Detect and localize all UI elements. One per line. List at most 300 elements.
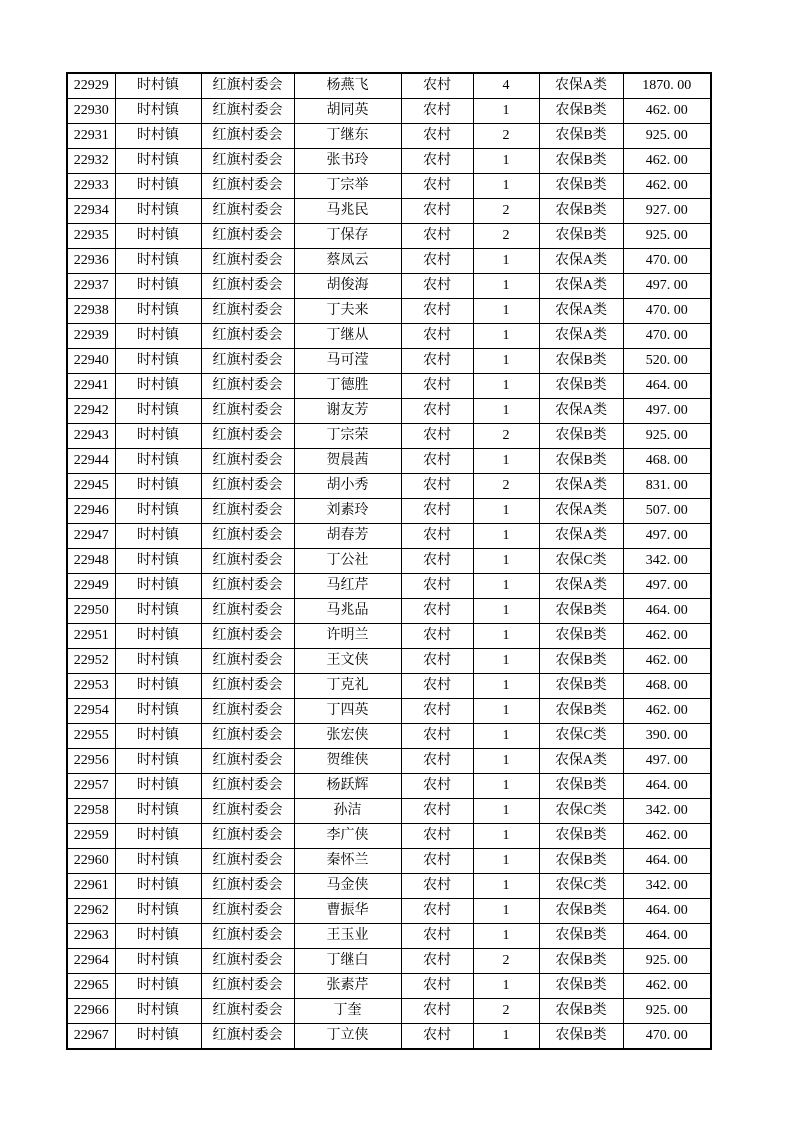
cell-person-count: 2: [473, 424, 539, 449]
cell-town: 时村镇: [115, 624, 201, 649]
cell-person-count: 1: [473, 274, 539, 299]
cell-insurance-category: 农保B类: [539, 949, 623, 974]
cell-household-type: 农村: [401, 599, 473, 624]
cell-person-name: 丁宗举: [294, 174, 401, 199]
cell-town: 时村镇: [115, 824, 201, 849]
cell-village-committee: 红旗村委会: [201, 674, 294, 699]
cell-town: 时村镇: [115, 99, 201, 124]
cell-household-type: 农村: [401, 874, 473, 899]
table-row: [67, 424, 711, 449]
cell-amount: 464. 00: [623, 599, 711, 624]
cell-person-count: 2: [473, 474, 539, 499]
cell-seq-number: 22933: [67, 174, 115, 199]
cell-amount: 462. 00: [623, 649, 711, 674]
cell-insurance-category: 农保A类: [539, 274, 623, 299]
cell-person-name: 丁立侠: [294, 1024, 401, 1050]
cell-person-name: 杨燕飞: [294, 73, 401, 99]
cell-person-name: 张书玲: [294, 149, 401, 174]
cell-household-type: 农村: [401, 849, 473, 874]
cell-seq-number: 22947: [67, 524, 115, 549]
cell-village-committee: 红旗村委会: [201, 149, 294, 174]
cell-household-type: 农村: [401, 424, 473, 449]
cell-amount: 342. 00: [623, 799, 711, 824]
cell-person-name: 丁继白: [294, 949, 401, 974]
cell-insurance-category: 农保B类: [539, 699, 623, 724]
cell-person-name: 孙洁: [294, 799, 401, 824]
cell-village-committee: 红旗村委会: [201, 1024, 294, 1050]
cell-seq-number: 22966: [67, 999, 115, 1024]
cell-village-committee: 红旗村委会: [201, 299, 294, 324]
cell-insurance-category: 农保A类: [539, 474, 623, 499]
cell-village-committee: 红旗村委会: [201, 374, 294, 399]
table-row: [67, 549, 711, 574]
cell-town: 时村镇: [115, 649, 201, 674]
cell-person-count: 1: [473, 749, 539, 774]
cell-town: 时村镇: [115, 499, 201, 524]
cell-amount: 462. 00: [623, 624, 711, 649]
cell-person-name: 胡小秀: [294, 474, 401, 499]
cell-person-count: 1: [473, 899, 539, 924]
cell-person-count: 1: [473, 924, 539, 949]
cell-amount: 462. 00: [623, 824, 711, 849]
cell-village-committee: 红旗村委会: [201, 399, 294, 424]
cell-town: 时村镇: [115, 774, 201, 799]
cell-insurance-category: 农保A类: [539, 299, 623, 324]
cell-amount: 464. 00: [623, 774, 711, 799]
table-row: [67, 249, 711, 274]
cell-seq-number: 22958: [67, 799, 115, 824]
cell-town: 时村镇: [115, 949, 201, 974]
table-row: [67, 824, 711, 849]
table-row: [67, 1024, 711, 1050]
cell-insurance-category: 农保B类: [539, 424, 623, 449]
cell-insurance-category: 农保B类: [539, 449, 623, 474]
cell-seq-number: 22952: [67, 649, 115, 674]
cell-household-type: 农村: [401, 73, 473, 99]
cell-town: 时村镇: [115, 399, 201, 424]
cell-seq-number: 22967: [67, 1024, 115, 1050]
cell-person-name: 胡春芳: [294, 524, 401, 549]
table-row: [67, 299, 711, 324]
cell-village-committee: 红旗村委会: [201, 174, 294, 199]
cell-amount: 464. 00: [623, 849, 711, 874]
cell-seq-number: 22948: [67, 549, 115, 574]
cell-insurance-category: 农保B类: [539, 849, 623, 874]
cell-town: 时村镇: [115, 449, 201, 474]
cell-person-name: 杨跃辉: [294, 774, 401, 799]
cell-household-type: 农村: [401, 274, 473, 299]
cell-insurance-category: 农保C类: [539, 724, 623, 749]
cell-household-type: 农村: [401, 174, 473, 199]
table-row: [67, 274, 711, 299]
cell-household-type: 农村: [401, 249, 473, 274]
cell-insurance-category: 农保C类: [539, 874, 623, 899]
table-row: [67, 449, 711, 474]
cell-household-type: 农村: [401, 399, 473, 424]
cell-insurance-category: 农保B类: [539, 374, 623, 399]
table-row: [67, 349, 711, 374]
cell-amount: 831. 00: [623, 474, 711, 499]
cell-amount: 462. 00: [623, 699, 711, 724]
cell-household-type: 农村: [401, 224, 473, 249]
cell-village-committee: 红旗村委会: [201, 549, 294, 574]
cell-seq-number: 22964: [67, 949, 115, 974]
cell-town: 时村镇: [115, 799, 201, 824]
cell-person-count: 1: [473, 524, 539, 549]
cell-person-count: 1: [473, 849, 539, 874]
cell-seq-number: 22934: [67, 199, 115, 224]
table-row: [67, 874, 711, 899]
table-row: [67, 324, 711, 349]
cell-person-count: 1: [473, 449, 539, 474]
table-body: [67, 73, 711, 1049]
cell-person-count: 1: [473, 299, 539, 324]
cell-amount: 520. 00: [623, 349, 711, 374]
cell-village-committee: 红旗村委会: [201, 699, 294, 724]
cell-person-name: 曹振华: [294, 899, 401, 924]
table-row: [67, 524, 711, 549]
cell-village-committee: 红旗村委会: [201, 849, 294, 874]
cell-insurance-category: 农保B类: [539, 774, 623, 799]
cell-insurance-category: 农保B类: [539, 124, 623, 149]
cell-amount: 497. 00: [623, 399, 711, 424]
cell-person-name: 胡同英: [294, 99, 401, 124]
cell-village-committee: 红旗村委会: [201, 649, 294, 674]
cell-amount: 464. 00: [623, 374, 711, 399]
table-row: [67, 224, 711, 249]
table-row: [67, 674, 711, 699]
cell-person-count: 1: [473, 99, 539, 124]
cell-insurance-category: 农保B类: [539, 99, 623, 124]
cell-town: 时村镇: [115, 174, 201, 199]
table-row: [67, 724, 711, 749]
cell-insurance-category: 农保B类: [539, 149, 623, 174]
cell-household-type: 农村: [401, 924, 473, 949]
cell-insurance-category: 农保B类: [539, 624, 623, 649]
cell-village-committee: 红旗村委会: [201, 749, 294, 774]
cell-insurance-category: 农保C类: [539, 799, 623, 824]
cell-village-committee: 红旗村委会: [201, 999, 294, 1024]
cell-person-count: 1: [473, 374, 539, 399]
cell-town: 时村镇: [115, 299, 201, 324]
cell-village-committee: 红旗村委会: [201, 349, 294, 374]
cell-village-committee: 红旗村委会: [201, 774, 294, 799]
table-row: [67, 999, 711, 1024]
cell-seq-number: 22956: [67, 749, 115, 774]
cell-household-type: 农村: [401, 574, 473, 599]
cell-town: 时村镇: [115, 249, 201, 274]
cell-town: 时村镇: [115, 899, 201, 924]
cell-household-type: 农村: [401, 624, 473, 649]
cell-seq-number: 22962: [67, 899, 115, 924]
table-row: [67, 499, 711, 524]
cell-amount: 470. 00: [623, 249, 711, 274]
cell-household-type: 农村: [401, 549, 473, 574]
cell-household-type: 农村: [401, 449, 473, 474]
cell-person-count: 1: [473, 249, 539, 274]
cell-person-name: 马兆品: [294, 599, 401, 624]
cell-amount: 925. 00: [623, 124, 711, 149]
cell-seq-number: 22942: [67, 399, 115, 424]
cell-village-committee: 红旗村委会: [201, 724, 294, 749]
cell-town: 时村镇: [115, 874, 201, 899]
cell-amount: 927. 00: [623, 199, 711, 224]
table-row: [67, 949, 711, 974]
cell-insurance-category: 农保A类: [539, 524, 623, 549]
cell-seq-number: 22930: [67, 99, 115, 124]
table-row: [67, 624, 711, 649]
cell-household-type: 农村: [401, 199, 473, 224]
cell-town: 时村镇: [115, 474, 201, 499]
cell-seq-number: 22932: [67, 149, 115, 174]
cell-insurance-category: 农保A类: [539, 324, 623, 349]
cell-person-name: 马兆民: [294, 199, 401, 224]
table-row: [67, 73, 711, 99]
cell-seq-number: 22957: [67, 774, 115, 799]
table-row: [67, 199, 711, 224]
cell-insurance-category: 农保A类: [539, 749, 623, 774]
cell-village-committee: 红旗村委会: [201, 574, 294, 599]
cell-household-type: 农村: [401, 774, 473, 799]
cell-insurance-category: 农保B类: [539, 824, 623, 849]
cell-village-committee: 红旗村委会: [201, 624, 294, 649]
cell-person-name: 丁德胜: [294, 374, 401, 399]
cell-person-name: 张素芹: [294, 974, 401, 999]
cell-town: 时村镇: [115, 924, 201, 949]
table-row: [67, 574, 711, 599]
cell-town: 时村镇: [115, 374, 201, 399]
cell-insurance-category: 农保B类: [539, 649, 623, 674]
cell-household-type: 农村: [401, 349, 473, 374]
cell-person-count: 1: [473, 174, 539, 199]
cell-person-name: 丁继从: [294, 324, 401, 349]
cell-person-name: 丁夫来: [294, 299, 401, 324]
cell-insurance-category: 农保B类: [539, 224, 623, 249]
cell-amount: 925. 00: [623, 949, 711, 974]
cell-seq-number: 22963: [67, 924, 115, 949]
cell-seq-number: 22936: [67, 249, 115, 274]
table-row: [67, 749, 711, 774]
table-row: [67, 174, 711, 199]
table-row: [67, 899, 711, 924]
cell-household-type: 农村: [401, 499, 473, 524]
cell-village-committee: 红旗村委会: [201, 274, 294, 299]
cell-seq-number: 22965: [67, 974, 115, 999]
cell-household-type: 农村: [401, 124, 473, 149]
cell-town: 时村镇: [115, 524, 201, 549]
cell-amount: 925. 00: [623, 999, 711, 1024]
cell-amount: 464. 00: [623, 899, 711, 924]
cell-insurance-category: 农保B类: [539, 924, 623, 949]
cell-seq-number: 22950: [67, 599, 115, 624]
cell-person-count: 1: [473, 574, 539, 599]
cell-seq-number: 22953: [67, 674, 115, 699]
cell-town: 时村镇: [115, 549, 201, 574]
table-row: [67, 849, 711, 874]
table-row: [67, 774, 711, 799]
cell-person-name: 张宏侠: [294, 724, 401, 749]
cell-person-count: 1: [473, 349, 539, 374]
table-row: [67, 974, 711, 999]
cell-household-type: 农村: [401, 749, 473, 774]
cell-amount: 462. 00: [623, 99, 711, 124]
cell-amount: 470. 00: [623, 299, 711, 324]
cell-person-count: 2: [473, 124, 539, 149]
cell-amount: 468. 00: [623, 674, 711, 699]
cell-household-type: 农村: [401, 524, 473, 549]
cell-person-count: 1: [473, 874, 539, 899]
cell-seq-number: 22955: [67, 724, 115, 749]
cell-person-name: 马金侠: [294, 874, 401, 899]
cell-town: 时村镇: [115, 599, 201, 624]
cell-seq-number: 22951: [67, 624, 115, 649]
cell-seq-number: 22954: [67, 699, 115, 724]
cell-household-type: 农村: [401, 899, 473, 924]
cell-person-count: 1: [473, 599, 539, 624]
cell-amount: 462. 00: [623, 974, 711, 999]
cell-household-type: 农村: [401, 374, 473, 399]
table-row: [67, 649, 711, 674]
cell-village-committee: 红旗村委会: [201, 824, 294, 849]
cell-town: 时村镇: [115, 324, 201, 349]
cell-town: 时村镇: [115, 974, 201, 999]
cell-seq-number: 22943: [67, 424, 115, 449]
cell-household-type: 农村: [401, 324, 473, 349]
cell-seq-number: 22931: [67, 124, 115, 149]
cell-household-type: 农村: [401, 999, 473, 1024]
cell-amount: 497. 00: [623, 274, 711, 299]
cell-seq-number: 22961: [67, 874, 115, 899]
cell-amount: 507. 00: [623, 499, 711, 524]
cell-household-type: 农村: [401, 824, 473, 849]
cell-person-name: 马红芹: [294, 574, 401, 599]
cell-person-count: 2: [473, 199, 539, 224]
cell-amount: 497. 00: [623, 524, 711, 549]
cell-person-name: 丁公社: [294, 549, 401, 574]
cell-town: 时村镇: [115, 124, 201, 149]
cell-amount: 925. 00: [623, 224, 711, 249]
cell-person-count: 1: [473, 699, 539, 724]
cell-person-count: 1: [473, 549, 539, 574]
cell-household-type: 农村: [401, 949, 473, 974]
cell-household-type: 农村: [401, 149, 473, 174]
cell-insurance-category: 农保B类: [539, 974, 623, 999]
cell-person-count: 4: [473, 73, 539, 99]
cell-household-type: 农村: [401, 1024, 473, 1050]
cell-person-count: 1: [473, 324, 539, 349]
cell-amount: 470. 00: [623, 1024, 711, 1050]
cell-person-count: 2: [473, 949, 539, 974]
table-row: [67, 699, 711, 724]
cell-insurance-category: 农保A类: [539, 499, 623, 524]
cell-seq-number: 22939: [67, 324, 115, 349]
cell-person-count: 1: [473, 799, 539, 824]
cell-amount: 470. 00: [623, 324, 711, 349]
cell-insurance-category: 农保B类: [539, 174, 623, 199]
cell-seq-number: 22929: [67, 73, 115, 99]
table-row: [67, 124, 711, 149]
table-row: [67, 924, 711, 949]
cell-amount: 925. 00: [623, 424, 711, 449]
cell-village-committee: 红旗村委会: [201, 424, 294, 449]
cell-amount: 464. 00: [623, 924, 711, 949]
cell-insurance-category: 农保B类: [539, 999, 623, 1024]
cell-town: 时村镇: [115, 73, 201, 99]
cell-amount: 468. 00: [623, 449, 711, 474]
cell-town: 时村镇: [115, 274, 201, 299]
cell-village-committee: 红旗村委会: [201, 124, 294, 149]
cell-town: 时村镇: [115, 724, 201, 749]
cell-town: 时村镇: [115, 749, 201, 774]
cell-insurance-category: 农保A类: [539, 574, 623, 599]
cell-person-name: 王玉业: [294, 924, 401, 949]
cell-amount: 497. 00: [623, 574, 711, 599]
cell-town: 时村镇: [115, 674, 201, 699]
cell-town: 时村镇: [115, 424, 201, 449]
cell-village-committee: 红旗村委会: [201, 449, 294, 474]
cell-person-count: 1: [473, 499, 539, 524]
cell-person-name: 丁四英: [294, 699, 401, 724]
table-row: [67, 374, 711, 399]
cell-amount: 342. 00: [623, 874, 711, 899]
cell-person-name: 刘素玲: [294, 499, 401, 524]
cell-village-committee: 红旗村委会: [201, 499, 294, 524]
cell-person-name: 许明兰: [294, 624, 401, 649]
cell-person-count: 1: [473, 649, 539, 674]
cell-seq-number: 22940: [67, 349, 115, 374]
cell-person-count: 1: [473, 1024, 539, 1050]
cell-town: 时村镇: [115, 199, 201, 224]
cell-insurance-category: 农保B类: [539, 674, 623, 699]
cell-amount: 462. 00: [623, 174, 711, 199]
cell-person-count: 1: [473, 774, 539, 799]
cell-person-name: 秦怀兰: [294, 849, 401, 874]
cell-village-committee: 红旗村委会: [201, 899, 294, 924]
cell-village-committee: 红旗村委会: [201, 949, 294, 974]
cell-person-name: 李广侠: [294, 824, 401, 849]
cell-person-name: 马可滢: [294, 349, 401, 374]
cell-town: 时村镇: [115, 224, 201, 249]
cell-person-name: 丁保存: [294, 224, 401, 249]
cell-person-count: 2: [473, 999, 539, 1024]
cell-village-committee: 红旗村委会: [201, 974, 294, 999]
pension-roster-table: [66, 72, 712, 1050]
cell-insurance-category: 农保C类: [539, 549, 623, 574]
cell-village-committee: 红旗村委会: [201, 199, 294, 224]
cell-seq-number: 22945: [67, 474, 115, 499]
cell-person-name: 丁克礼: [294, 674, 401, 699]
cell-seq-number: 22944: [67, 449, 115, 474]
cell-seq-number: 22941: [67, 374, 115, 399]
cell-household-type: 农村: [401, 474, 473, 499]
table-row: [67, 799, 711, 824]
table-row: [67, 399, 711, 424]
cell-insurance-category: 农保A类: [539, 399, 623, 424]
cell-village-committee: 红旗村委会: [201, 874, 294, 899]
cell-seq-number: 22938: [67, 299, 115, 324]
cell-insurance-category: 农保B类: [539, 199, 623, 224]
cell-amount: 1870. 00: [623, 73, 711, 99]
table-row: [67, 149, 711, 174]
table-row: [67, 474, 711, 499]
cell-village-committee: 红旗村委会: [201, 324, 294, 349]
cell-village-committee: 红旗村委会: [201, 73, 294, 99]
cell-person-name: 王文侠: [294, 649, 401, 674]
cell-person-name: 蔡凤云: [294, 249, 401, 274]
cell-insurance-category: 农保B类: [539, 899, 623, 924]
cell-town: 时村镇: [115, 999, 201, 1024]
cell-village-committee: 红旗村委会: [201, 799, 294, 824]
